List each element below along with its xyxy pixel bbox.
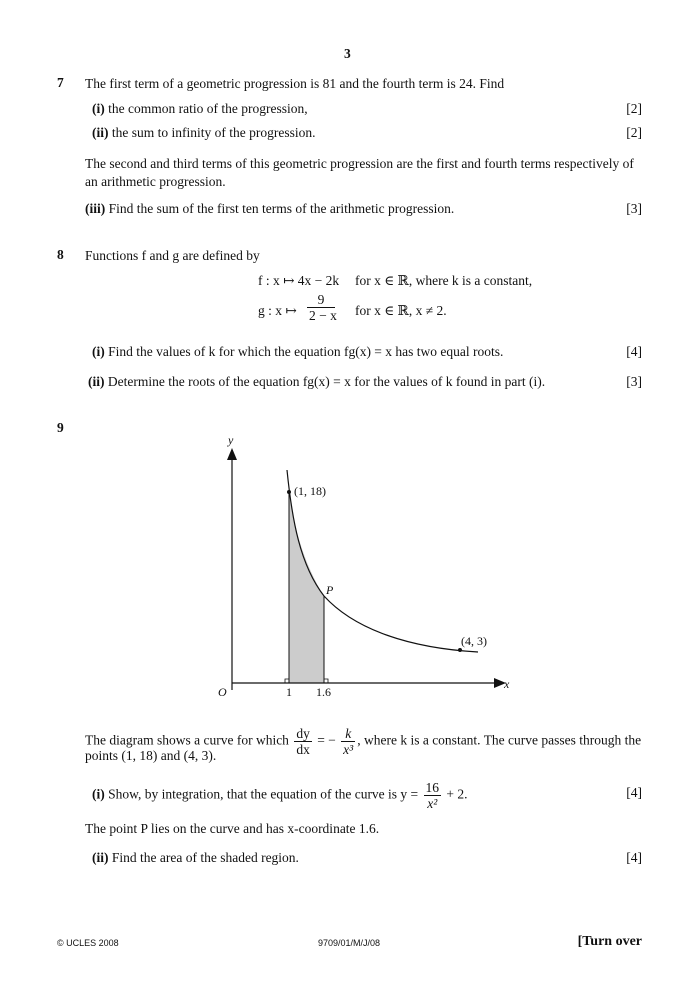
footer-copyright: © UCLES 2008 (57, 938, 119, 948)
q9-desc-b: , where k is a constant. The curve passes through the (357, 732, 642, 748)
tick-label-1: 1 (286, 685, 292, 699)
q8-part-ii-text: Determine the roots of the equation fg(x) = x for the values of k found in part (i). (107, 374, 546, 389)
point-1-18 (287, 490, 291, 494)
q9-point-p-text: The point P lies on the curve and has x-coordinate 1.6. (85, 821, 380, 836)
point-4-3 (458, 648, 462, 652)
origin-label: O (218, 685, 227, 699)
dy: dy (296, 726, 310, 741)
q9-part-i (92, 780, 468, 811)
sixteen-over-x2-fraction (424, 780, 442, 811)
q9-part-ii (92, 850, 299, 866)
footer-code: 9709/01/M/J/08 (318, 938, 381, 948)
g-domain: for x ∈ ℝ, x ≠ 2. (355, 303, 447, 318)
q9-part-i-label: (i) (92, 786, 105, 802)
g-definition-lhs: g : x ↦ (258, 303, 297, 318)
sixteen-numerator: 16 (425, 780, 440, 795)
q9-part-ii-text: Find the area of the shaded region. (111, 850, 299, 865)
q7-paragraph: The second and third terms of this geometric progression are the first and fourth terms respectively of an arithmetic progression. (85, 156, 634, 189)
x2-denominator: x² (427, 796, 438, 811)
point-4-3-label: (4, 3) (461, 634, 487, 648)
q7-part-i-mark: [2] (626, 101, 642, 116)
tick-label-1-6: 1.6 (316, 685, 331, 699)
q8-part-i-text: Find the values of k for which the equation fg(x) = x has two equal roots. (108, 344, 504, 359)
q9-description-line-2: points (1, 18) and (4, 3). (85, 748, 217, 763)
q8-part-i-mark: [4] (626, 344, 642, 359)
y-axis-arrow-icon (227, 448, 237, 460)
question-8-number: 8 (57, 247, 64, 262)
q7-part-iii-label: (iii) (85, 201, 106, 216)
point-1-18-label: (1, 18) (294, 484, 326, 498)
g-fraction-denominator: 2 − x (309, 308, 337, 323)
q7-part-i-label: (i) (92, 101, 105, 116)
x3-denominator: x³ (343, 742, 354, 757)
q9-part-ii-mark: [4] (626, 850, 642, 865)
q7-part-ii-label: (ii) (92, 125, 109, 140)
k-numerator: k (341, 726, 355, 742)
dy-dx-fraction (294, 726, 312, 757)
q7-part-iii-text: Find the sum of the first ten terms of the arithmetic progression. (108, 201, 455, 216)
turn-over: [Turn over (577, 934, 642, 949)
page-number: 3 (344, 46, 351, 61)
q8-part-ii-mark: [3] (626, 374, 642, 389)
q7-part-ii-text: the sum to infinity of the progression. (111, 125, 316, 140)
q7-part-i-text: the common ratio of the progression, (108, 101, 308, 116)
q9-part-i-mark: [4] (626, 785, 642, 800)
x-axis-label: x (504, 677, 510, 691)
q9-part-ii-label: (ii) (92, 850, 109, 865)
k-over-x3-fraction (341, 726, 355, 757)
q9-part-i-text: Show, by integration, that the equation of the curve is y = (108, 786, 419, 802)
q8-part-ii-label: (ii) (88, 374, 105, 389)
g-fraction-numerator: 9 (307, 292, 335, 308)
question-7-intro: The first term of a geometric progression is 81 and the fourth term is 24. Find (85, 76, 505, 91)
dx: dx (296, 742, 310, 757)
point-p-label: P (326, 583, 334, 597)
f-definition: f : x ↦ 4x − 2k (258, 273, 340, 288)
question-9-number: 9 (57, 420, 64, 435)
q9-eq: = − (317, 732, 336, 748)
q7-part-ii-mark: [2] (626, 125, 642, 140)
f-domain: for x ∈ ℝ, where k is a constant, (355, 273, 533, 288)
q9-desc-a: The diagram shows a curve for which (85, 732, 289, 748)
question-8-intro: Functions f and g are defined by (85, 248, 260, 263)
y-axis-label: y (228, 433, 234, 447)
q8-part-i-label: (i) (92, 344, 105, 359)
question-7-number: 7 (57, 75, 64, 90)
q9-part-i-tail: + 2. (446, 786, 468, 802)
q7-part-iii-mark: [3] (626, 201, 642, 216)
